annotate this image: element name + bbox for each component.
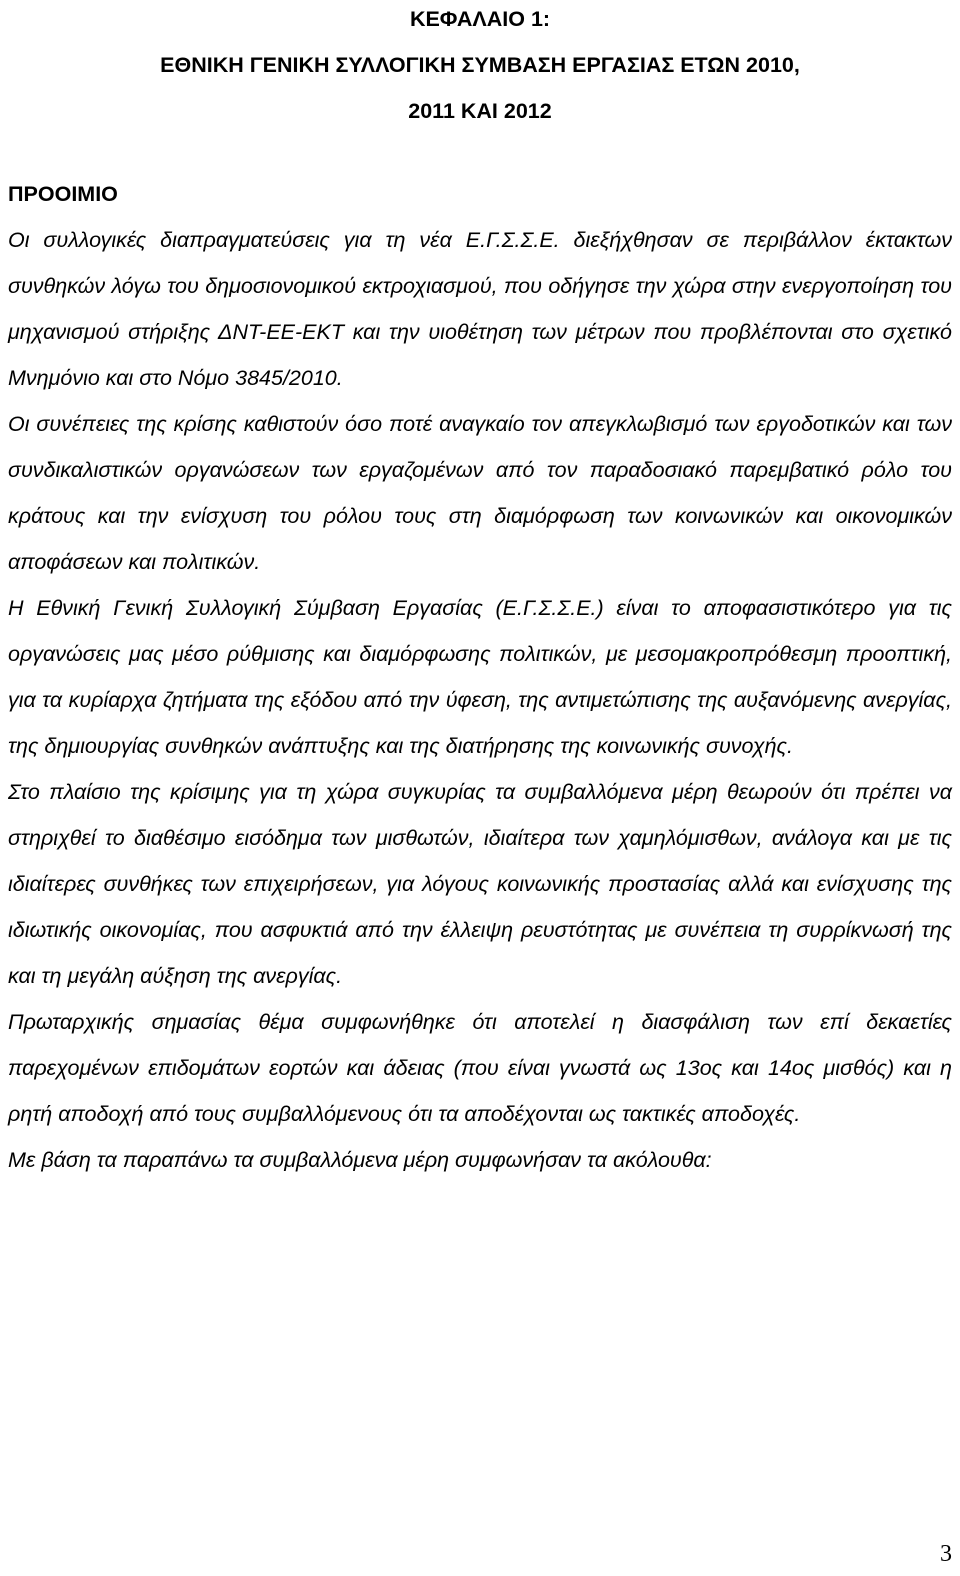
paragraph-2: Οι συνέπειες της κρίσης καθιστούν όσο ποτέ αναγκαίο τον απεγκλωβισμό των εργοδοτικών και των συνδικαλιστικών οργανώσεων των εργαζομένων από τον παραδοσιακό παρεμβατικό ρόλο του κράτους και την ενίσχυση του ρόλου τους στη διαμόρφωση των κοινωνικών και οικονομικών αποφάσεων και πολιτικών. xyxy=(8,412,952,574)
paragraph-3: Η Εθνική Γενική Συλλογική Σύμβαση Εργασίας (Ε.Γ.Σ.Σ.Ε.) είναι το αποφασιστικότερο για τις οργανώσεις μας μέσο ρύθμισης και διαμόρφωσης πολιτικών, με μεσομακροπρόθεσμη προοπτική, για τα κυρίαρχα ζητήματα της εξόδου από την ύφεση, της αντιμετώπισης της αυξανόμενης ανεργίας, της δημιουργίας συνθηκών ανάπτυξης και της διατήρησης της κοινωνικής συνοχής. xyxy=(8,596,952,758)
page-number: 3 xyxy=(940,1541,952,1567)
paragraph-1: Οι συλλογικές διαπραγματεύσεις για τη νέα Ε.Γ.Σ.Σ.Ε. διεξήχθησαν σε περιβάλλον έκτακτων συνθηκών λόγω του δημοσιονομικού εκτροχιασμού, που οδήγησε την χώρα στην ενεργοποίηση του μηχανισμού στήριξης ΔΝΤ-ΕΕ-ΕΚΤ και την υιοθέτηση των μέτρων που προβλέπονται στο σχετικό Μνημόνιο και στο Νόμο 3845/2010. xyxy=(8,228,952,390)
chapter-title: ΚΕΦΑΛΑΙΟ 1: xyxy=(409,7,551,31)
document-body xyxy=(8,217,952,1183)
chapter-subtitle-line-2: 2011 ΚΑΙ 2012 xyxy=(408,99,552,123)
paragraph-4: Στο πλαίσιο της κρίσιμης για τη χώρα συγκυρίας τα συμβαλλόμενα μέρη θεωρούν ότι πρέπει να στηριχθεί το διαθέσιμο εισόδημα των μισθωτών, ιδιαίτερα των χαμηλόμισθων, ανάλογα και με τις ιδιαίτερες συνθήκες των επιχειρήσεων, για λόγους κοινωνικής προστασίας αλλά και ενίσχυσης της ιδιωτικής οικονομίας, που ασφυκτιά από την έλλειψη ρευστότητας με συνέπεια τη συρρίκνωσή της και τη μεγάλη αύξηση της ανεργίας. xyxy=(8,780,952,988)
section-heading-prooimio: ΠΡΟΟΙΜΙΟ xyxy=(8,182,118,206)
paragraph-5: Πρωταρχικής σημασίας θέμα συμφωνήθηκε ότι αποτελεί η διασφάλιση των επί δεκαετίες παρεχομένων επιδομάτων εορτών και άδειας (που είναι γνωστά ως 13ος και 14ος μισθός) και η ρητή αποδοχή από τους συμβαλλόμενους ότι τα αποδέχονται ως τακτικές αποδοχές. xyxy=(8,1010,952,1126)
chapter-subtitle-line-1: ΕΘΝΙΚΗ ΓΕΝΙΚΗ ΣΥΛΛΟΓΙΚΗ ΣΥΜΒΑΣΗ ΕΡΓΑΣΙΑΣ ΕΤΩΝ 2010, xyxy=(160,53,800,77)
chapter-heading xyxy=(0,0,960,134)
paragraph-6: Με βάση τα παραπάνω τα συμβαλλόμενα μέρη συμφωνήσαν τα ακόλουθα: xyxy=(8,1148,712,1172)
